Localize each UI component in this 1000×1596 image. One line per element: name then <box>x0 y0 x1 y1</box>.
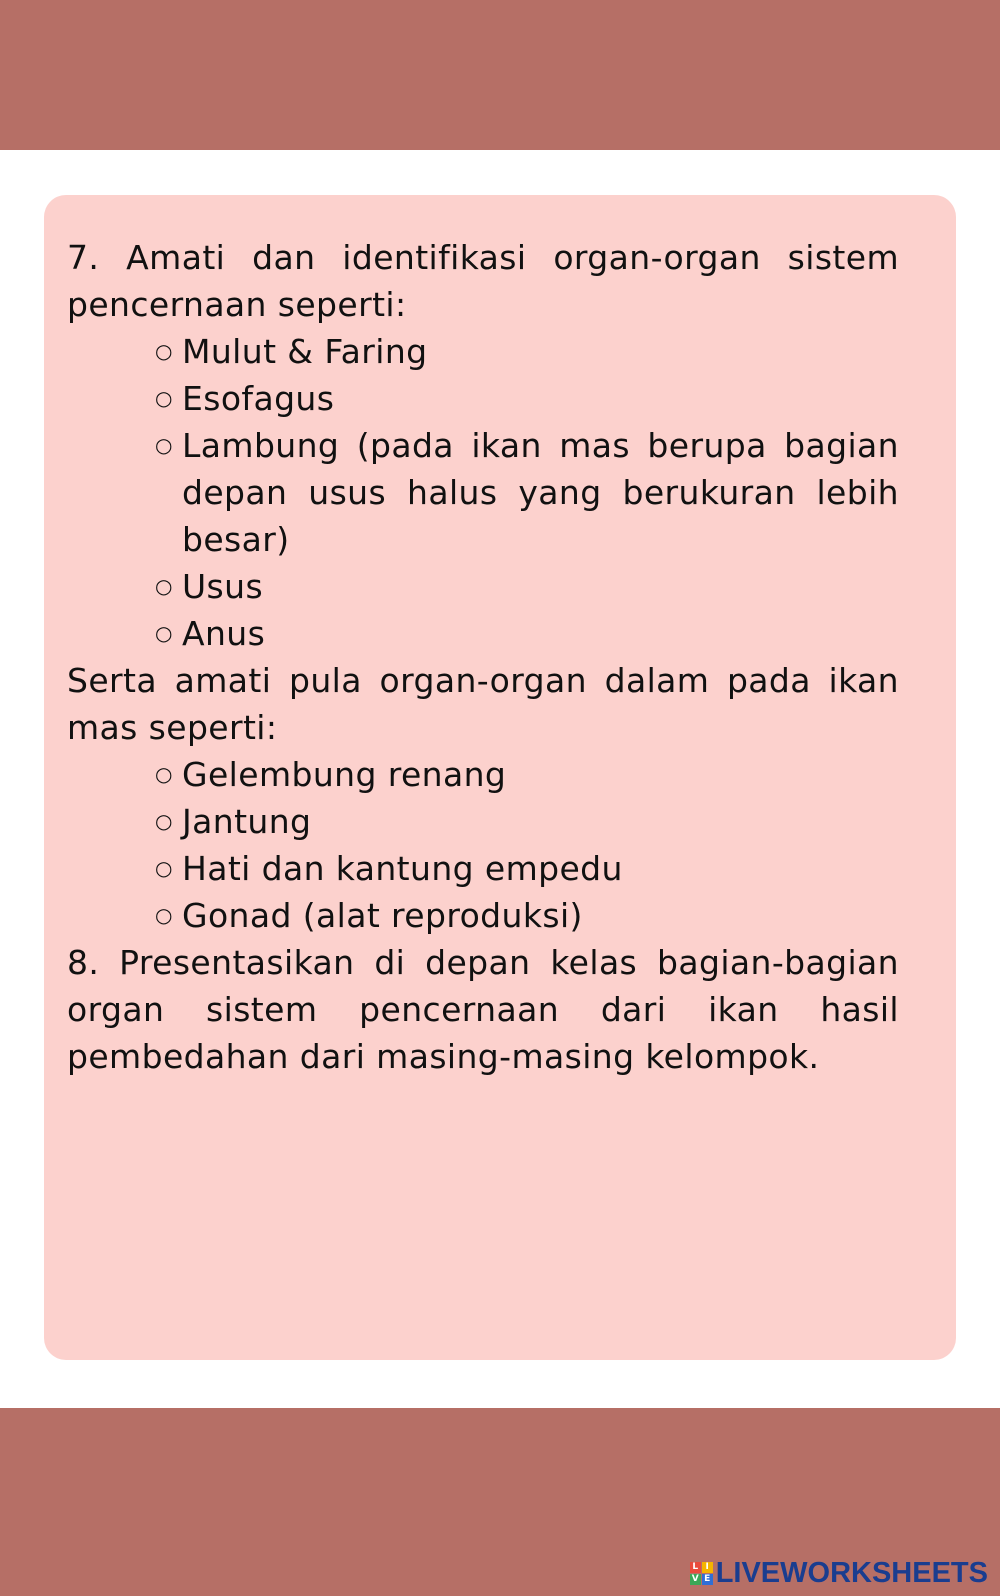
bullet-icon: ○ <box>155 339 173 363</box>
bullet-icon: ○ <box>155 856 173 880</box>
liveworksheets-logo-text: LIVEWORKSHEETS <box>715 1556 988 1589</box>
bullet-icon: ○ <box>155 574 173 598</box>
inner-organs-list <box>67 751 899 939</box>
bullet-icon: ○ <box>155 762 173 786</box>
digestive-organs-list <box>67 328 899 657</box>
list-item: ○ Anus <box>182 610 899 657</box>
top-band <box>0 0 1000 150</box>
step-7-intro: 7. Amati dan identifikasi organ-organ sistem pencernaan seperti: <box>67 238 899 324</box>
worksheet-content <box>67 234 899 1080</box>
liveworksheets-logo-icon: L I V E <box>690 1562 713 1585</box>
inner-organs-intro: Serta amati pula organ-organ dalam pada ikan mas seperti: <box>67 661 899 747</box>
liveworksheets-logo[interactable] <box>690 1557 988 1589</box>
bullet-icon: ○ <box>155 386 173 410</box>
list-item: ○ Mulut & Faring <box>182 328 899 375</box>
list-item: ○ Gelembung renang <box>182 751 899 798</box>
list-item: ○ Jantung <box>182 798 899 845</box>
list-item: ○ Usus <box>182 563 899 610</box>
bullet-icon: ○ <box>155 903 173 927</box>
bullet-icon: ○ <box>155 809 173 833</box>
list-item: ○ Gonad (alat reproduksi) <box>182 892 899 939</box>
list-item: ○ Hati dan kantung empedu <box>182 845 899 892</box>
list-item: ○ Lambung (pada ikan mas berupa bagian depan usus halus yang berukuran lebih besar) <box>182 422 899 563</box>
bullet-icon: ○ <box>155 621 173 645</box>
step-8-text: 8. Presentasikan di depan kelas bagian-bagian organ sistem pencernaan dari ikan hasil pembedahan dari masing-masing kelompok. <box>67 943 899 1076</box>
list-item: ○ Esofagus <box>182 375 899 422</box>
bullet-icon: ○ <box>155 433 173 457</box>
